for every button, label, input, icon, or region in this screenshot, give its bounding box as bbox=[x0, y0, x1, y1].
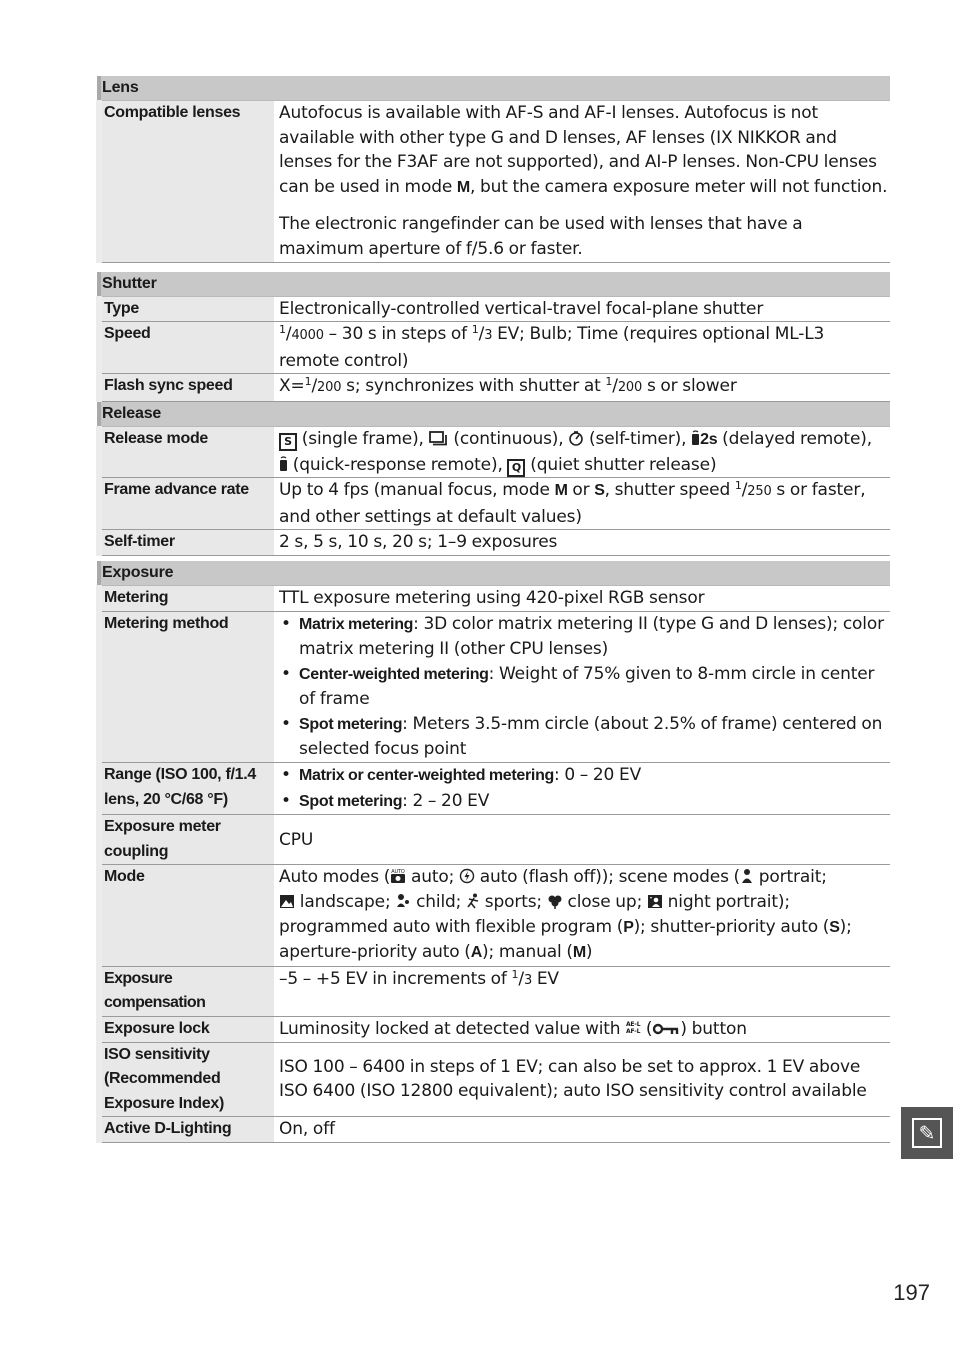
spec-row-metering bbox=[99, 585, 890, 611]
spec-value: Electronically-controlled vertical-travel focal-plane shutter bbox=[274, 296, 890, 322]
spec-row-exposure-lock bbox=[99, 1017, 890, 1043]
list-item: • Spot metering: Meters 3.5-mm circle (about 2.5% of frame) centered on selected focus point bbox=[279, 712, 888, 762]
spec-row-range bbox=[99, 763, 890, 815]
single-frame-icon: S bbox=[279, 433, 297, 451]
list-item: • Spot metering: 2 – 20 EV bbox=[279, 789, 888, 815]
spec-label: Frame advance rate bbox=[99, 478, 274, 530]
section-header-exposure: Exposure bbox=[99, 561, 890, 586]
list-item: • Matrix metering: 3D color matrix metering II (type G and D lenses); color matrix metering II (other CPU lenses) bbox=[279, 612, 888, 662]
spec-value bbox=[274, 611, 890, 763]
spec-label: Active D-Lighting bbox=[99, 1117, 274, 1143]
chapter-tab-marker bbox=[901, 1107, 953, 1159]
specifications-table bbox=[96, 76, 890, 1143]
spec-row-exposure-compensation bbox=[99, 966, 890, 1016]
spec-value: Luminosity locked at detected value with AE-L AF-L ( ) button bbox=[274, 1017, 890, 1043]
portrait-icon bbox=[740, 868, 754, 884]
spec-value: –5 – +5 EV in increments of $^1$/3 EV bbox=[274, 966, 890, 1016]
spec-value: Auto modes ( AUTO auto; auto (flash off)); scene modes ( portrait; landscape; child; sports; close up; night portrait); programmed auto with flexible program (P); shutter-priority auto (S); aperture-priority auto (A); manual (M) bbox=[274, 865, 890, 966]
spec-label: Range (ISO 100, f/1.4 lens, 20 °C/68 °F) bbox=[99, 763, 274, 815]
remote-icon bbox=[279, 456, 288, 472]
spec-value: Up to 4 fps (manual focus, mode M or S, shutter speed $^1$/250 s or faster, and other settings at default values) bbox=[274, 478, 890, 530]
spec-value: TTL exposure metering using 420-pixel RGB sensor bbox=[274, 585, 890, 611]
spec-row-compatible-lenses bbox=[99, 101, 890, 263]
spec-row-active-d-lighting bbox=[99, 1117, 890, 1143]
spec-label: Metering bbox=[99, 585, 274, 611]
spec-row-iso-sensitivity bbox=[99, 1042, 890, 1117]
spec-value: X=$^1$/200 s; synchronizes with shutter at $^1$/200 s or slower bbox=[274, 374, 890, 402]
svg-text:AUTO: AUTO bbox=[391, 869, 405, 876]
spec-value: 2 s, 5 s, 10 s, 20 s; 1–9 exposures bbox=[274, 530, 890, 556]
section-header-release: Release bbox=[99, 401, 890, 426]
self-timer-icon bbox=[568, 430, 584, 446]
night-portrait-icon bbox=[647, 894, 663, 909]
spec-row-speed bbox=[99, 322, 890, 374]
spec-value: S (single frame), (continuous), (self-timer), 2s (delayed remote), (quick-response remote), Q (quiet shutter release) bbox=[274, 426, 890, 477]
page-number: 197 bbox=[893, 1280, 930, 1305]
child-icon bbox=[395, 893, 411, 909]
key-icon bbox=[652, 1023, 680, 1035]
landscape-icon bbox=[279, 894, 295, 909]
spec-label: Speed bbox=[99, 322, 274, 374]
list-item: • Matrix or center-weighted metering: 0 – 20 EV bbox=[279, 763, 888, 789]
spec-row-self-timer bbox=[99, 530, 890, 556]
ae-l-af-l-button-icon: AE-L AF-L bbox=[625, 1021, 641, 1035]
spec-value: CPU bbox=[274, 815, 890, 865]
spec-row-meter-coupling bbox=[99, 815, 890, 865]
list-item: • Center-weighted metering: Weight of 75% given to 8-mm circle in center of frame bbox=[279, 662, 888, 712]
continuous-icon bbox=[429, 431, 449, 446]
spec-value bbox=[274, 763, 890, 815]
spec-label: ISO sensitivity (Recommended Exposure Index) bbox=[99, 1042, 274, 1117]
flash-off-icon bbox=[459, 868, 475, 884]
section-header-shutter: Shutter bbox=[99, 272, 890, 297]
spec-label: Compatible lenses bbox=[99, 101, 274, 263]
spec-label: Exposure lock bbox=[99, 1017, 274, 1043]
notes-icon: ✎ bbox=[912, 1118, 942, 1148]
spec-value: Autofocus is available with AF-S and AF-I lenses. Autofocus is not available with other type G and D lenses, AF lenses (IX NIKKOR and lenses for the F3AF are not supported), and AI-P lenses. Non-CPU lenses can be used in mode M, but the camera exposure meter will not function. The electronic rangefinder can be used with lenses that have a maximum aperture of f/5.6 or faster. bbox=[274, 101, 890, 263]
section-header-lens: Lens bbox=[99, 76, 890, 101]
spec-label: Release mode bbox=[99, 426, 274, 477]
sports-icon bbox=[466, 893, 480, 909]
spec-row-release-mode bbox=[99, 426, 890, 477]
spec-row-metering-method bbox=[99, 611, 890, 763]
spec-label: Mode bbox=[99, 865, 274, 966]
quiet-shutter-icon: Q bbox=[507, 459, 525, 477]
spec-row-mode bbox=[99, 865, 890, 966]
spec-value: On, off bbox=[274, 1117, 890, 1143]
spec-value: $^1$/4000 – 30 s in steps of $^1$/3 EV; Bulb; Time (requires optional ML-L3 remote control) bbox=[274, 322, 890, 374]
spec-label: Metering method bbox=[99, 611, 274, 763]
spec-label: Exposure compensation bbox=[99, 966, 274, 1016]
spec-value: ISO 100 – 6400 in steps of 1 EV; can also be set to approx. 1 EV above ISO 6400 (ISO 12800 equivalent); auto ISO sensitivity control available bbox=[274, 1042, 890, 1117]
spec-label: Exposure meter coupling bbox=[99, 815, 274, 865]
auto-mode-icon bbox=[390, 868, 406, 884]
spec-label: Flash sync speed bbox=[99, 374, 274, 402]
spec-label: Type bbox=[99, 296, 274, 322]
spec-row-frame-advance bbox=[99, 478, 890, 530]
close-up-icon bbox=[547, 893, 563, 909]
spec-row-type bbox=[99, 296, 890, 322]
spec-label: Self-timer bbox=[99, 530, 274, 556]
remote-icon bbox=[691, 430, 700, 446]
spec-row-flash-sync bbox=[99, 374, 890, 402]
